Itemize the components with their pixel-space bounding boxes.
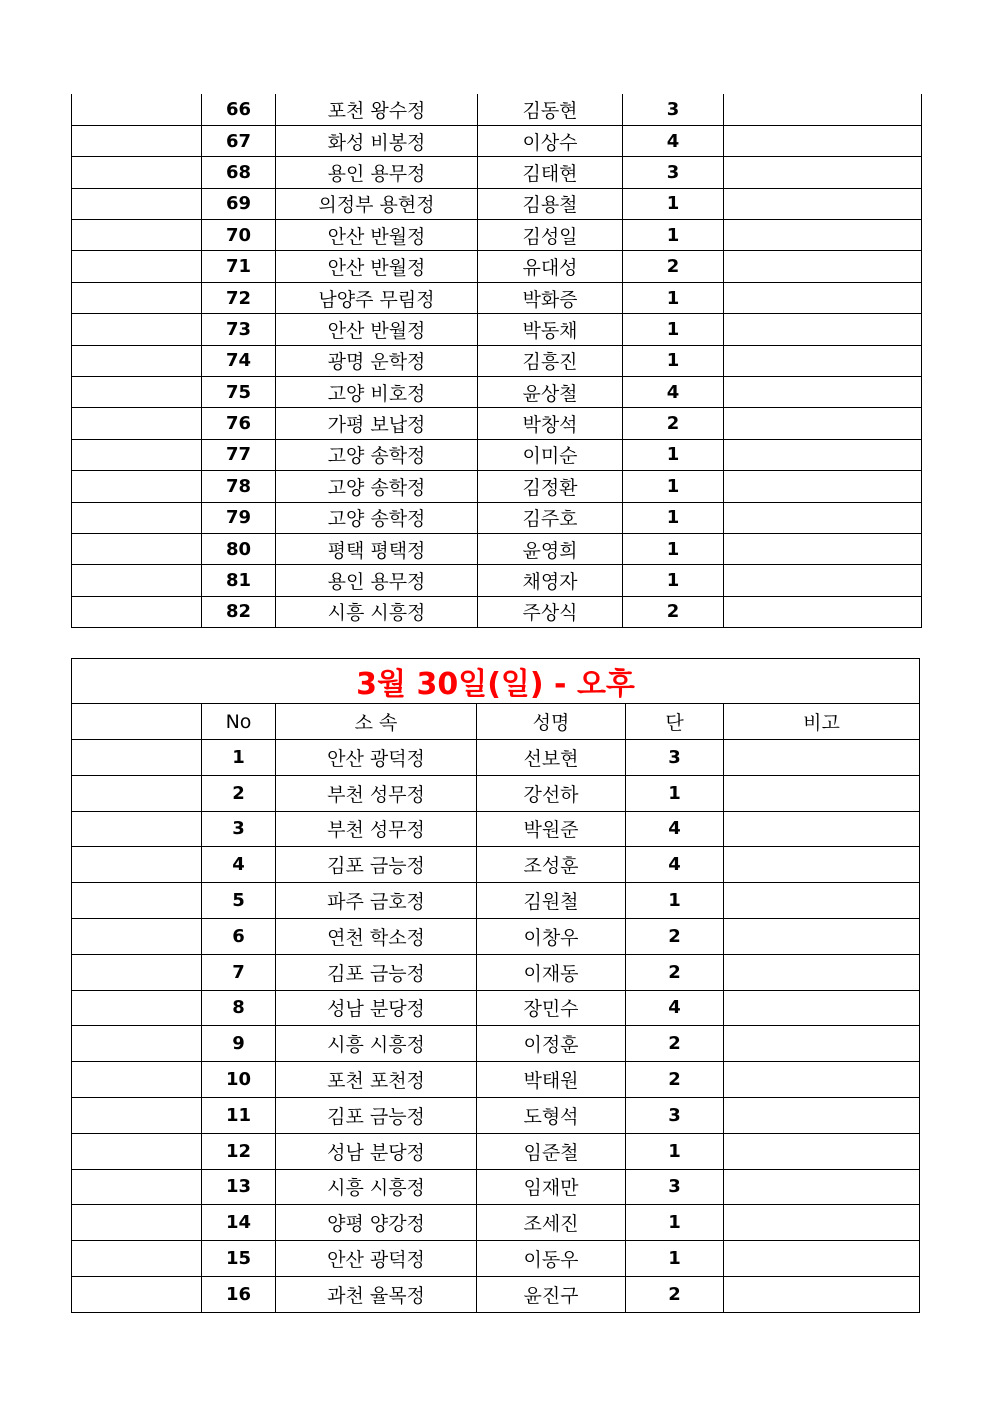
- cell-dan: 1: [623, 533, 724, 564]
- cell-blank: [72, 1169, 202, 1205]
- cell-dan: 1: [623, 282, 724, 313]
- cell-name: 조세진: [477, 1205, 626, 1241]
- cell-note: [724, 188, 922, 219]
- cell-club: 부천 성무정: [276, 811, 477, 847]
- cell-club: 용인 용무정: [276, 157, 478, 188]
- cell-name: 장민수: [477, 990, 626, 1026]
- table-row: [72, 220, 922, 251]
- cell-blank: [72, 565, 202, 596]
- cell-dan: 1: [626, 883, 724, 919]
- cell-dan: 3: [626, 1097, 724, 1133]
- cell-note: [724, 1133, 920, 1169]
- cell-dan: 1: [626, 775, 724, 811]
- session-title: 3월 30일(일) - 오후: [72, 659, 920, 704]
- cell-note: [724, 740, 920, 776]
- cell-club: 시흥 시흥정: [276, 596, 478, 627]
- cell-blank: [72, 377, 202, 408]
- cell-name: 선보현: [477, 740, 626, 776]
- table-row: [72, 314, 922, 345]
- cell-club: 안산 광덕정: [276, 1241, 477, 1277]
- cell-name: 박화증: [478, 282, 623, 313]
- cell-no: 70: [202, 220, 276, 251]
- cell-name: 조성훈: [477, 847, 626, 883]
- cell-blank: [72, 188, 202, 219]
- cell-name: 김성일: [478, 220, 623, 251]
- cell-club: 포천 포천정: [276, 1062, 477, 1098]
- cell-dan: 3: [623, 94, 724, 125]
- table-row: [72, 740, 920, 776]
- header-blank: [72, 704, 202, 740]
- cell-dan: 2: [626, 954, 724, 990]
- cell-note: [724, 596, 922, 627]
- table-row: [72, 565, 922, 596]
- cell-note: [724, 408, 922, 439]
- table-row: [72, 990, 920, 1026]
- header-name: 성명: [477, 704, 626, 740]
- table-row: [72, 345, 922, 376]
- cell-no: 77: [202, 439, 276, 470]
- cell-no: 76: [202, 408, 276, 439]
- cell-club: 안산 반월정: [276, 220, 478, 251]
- cell-dan: 1: [623, 314, 724, 345]
- cell-dan: 1: [623, 345, 724, 376]
- cell-no: 3: [202, 811, 276, 847]
- cell-blank: [72, 990, 202, 1026]
- cell-note: [724, 377, 922, 408]
- cell-dan: 1: [623, 471, 724, 502]
- table-row: [72, 282, 922, 313]
- cell-dan: 1: [626, 1133, 724, 1169]
- table-row: [72, 251, 922, 282]
- cell-name: 유대성: [478, 251, 623, 282]
- cell-blank: [72, 471, 202, 502]
- cell-dan: 2: [626, 1026, 724, 1062]
- cell-name: 김정환: [478, 471, 623, 502]
- cell-club: 김포 금능정: [276, 1097, 477, 1133]
- cell-no: 11: [202, 1097, 276, 1133]
- cell-name: 주상식: [478, 596, 623, 627]
- cell-dan: 2: [626, 1276, 724, 1312]
- cell-club: 김포 금능정: [276, 954, 477, 990]
- session-title-row: [72, 659, 920, 704]
- cell-dan: 1: [626, 1205, 724, 1241]
- cell-note: [724, 1062, 920, 1098]
- cell-dan: 2: [623, 251, 724, 282]
- cell-dan: 1: [626, 1241, 724, 1277]
- cell-no: 14: [202, 1205, 276, 1241]
- cell-note: [724, 1097, 920, 1133]
- table-row: [72, 408, 922, 439]
- table-row: [72, 1169, 920, 1205]
- cell-club: 연천 학소정: [276, 918, 477, 954]
- cell-blank: [72, 1205, 202, 1241]
- cell-dan: 2: [626, 1062, 724, 1098]
- cell-club: 성남 분당정: [276, 990, 477, 1026]
- header-note: 비고: [724, 704, 920, 740]
- cell-blank: [72, 1097, 202, 1133]
- cell-no: 13: [202, 1169, 276, 1205]
- cell-name: 박동채: [478, 314, 623, 345]
- results-table-continued: [71, 94, 922, 628]
- cell-dan: 1: [623, 220, 724, 251]
- cell-name: 김용철: [478, 188, 623, 219]
- table-row: [72, 775, 920, 811]
- header-row: [72, 704, 920, 740]
- cell-dan: 2: [623, 596, 724, 627]
- cell-name: 윤진구: [477, 1276, 626, 1312]
- cell-blank: [72, 775, 202, 811]
- cell-blank: [72, 533, 202, 564]
- cell-no: 66: [202, 94, 276, 125]
- header-no: No: [202, 704, 276, 740]
- cell-name: 이창우: [477, 918, 626, 954]
- cell-no: 79: [202, 502, 276, 533]
- cell-dan: 4: [626, 811, 724, 847]
- cell-club: 고양 송학정: [276, 439, 478, 470]
- cell-dan: 1: [623, 565, 724, 596]
- table-row: [72, 439, 922, 470]
- cell-dan: 4: [626, 990, 724, 1026]
- cell-dan: 4: [623, 377, 724, 408]
- cell-dan: 3: [626, 1169, 724, 1205]
- cell-no: 73: [202, 314, 276, 345]
- cell-no: 2: [202, 775, 276, 811]
- cell-blank: [72, 596, 202, 627]
- table-row: [72, 188, 922, 219]
- cell-name: 도형석: [477, 1097, 626, 1133]
- cell-club: 의정부 용현정: [276, 188, 478, 219]
- cell-note: [724, 1276, 920, 1312]
- cell-blank: [72, 94, 202, 125]
- cell-name: 김원철: [477, 883, 626, 919]
- table-row: [72, 502, 922, 533]
- cell-note: [724, 471, 922, 502]
- cell-note: [724, 314, 922, 345]
- table-row: [72, 811, 920, 847]
- cell-no: 16: [202, 1276, 276, 1312]
- cell-note: [724, 94, 922, 125]
- cell-no: 68: [202, 157, 276, 188]
- cell-name: 이미순: [478, 439, 623, 470]
- cell-no: 1: [202, 740, 276, 776]
- cell-no: 10: [202, 1062, 276, 1098]
- cell-no: 82: [202, 596, 276, 627]
- cell-blank: [72, 883, 202, 919]
- cell-no: 75: [202, 377, 276, 408]
- table-row: [72, 377, 922, 408]
- cell-note: [724, 1241, 920, 1277]
- table-row: [72, 1241, 920, 1277]
- cell-club: 고양 송학정: [276, 502, 478, 533]
- cell-blank: [72, 439, 202, 470]
- cell-note: [724, 251, 922, 282]
- table-row: [72, 94, 922, 125]
- cell-note: [724, 220, 922, 251]
- cell-blank: [72, 740, 202, 776]
- cell-dan: 2: [626, 918, 724, 954]
- cell-dan: 1: [623, 502, 724, 533]
- cell-name: 박창석: [478, 408, 623, 439]
- cell-club: 성남 분당정: [276, 1133, 477, 1169]
- cell-dan: 1: [623, 188, 724, 219]
- cell-club: 부천 성무정: [276, 775, 477, 811]
- cell-no: 78: [202, 471, 276, 502]
- table-row: [72, 918, 920, 954]
- table-row: [72, 157, 922, 188]
- cell-note: [724, 883, 920, 919]
- cell-name: 이상수: [478, 125, 623, 156]
- cell-blank: [72, 1026, 202, 1062]
- cell-club: 양평 양강정: [276, 1205, 477, 1241]
- table-row: [72, 1205, 920, 1241]
- table-row: [72, 1097, 920, 1133]
- cell-no: 71: [202, 251, 276, 282]
- table1-body: [72, 94, 922, 628]
- cell-no: 8: [202, 990, 276, 1026]
- cell-name: 김흥진: [478, 345, 623, 376]
- cell-name: 박원준: [477, 811, 626, 847]
- table-row: [72, 533, 922, 564]
- cell-club: 남양주 무림정: [276, 282, 478, 313]
- cell-club: 평택 평택정: [276, 533, 478, 564]
- cell-note: [724, 502, 922, 533]
- cell-club: 가평 보납정: [276, 408, 478, 439]
- cell-note: [724, 125, 922, 156]
- table-row: [72, 471, 922, 502]
- cell-note: [724, 811, 920, 847]
- cell-note: [724, 1205, 920, 1241]
- cell-note: [724, 157, 922, 188]
- table-row: [72, 596, 922, 627]
- cell-blank: [72, 125, 202, 156]
- cell-blank: [72, 1062, 202, 1098]
- cell-club: 파주 금호정: [276, 883, 477, 919]
- header-club: 소 속: [276, 704, 477, 740]
- cell-note: [724, 1026, 920, 1062]
- cell-club: 안산 반월정: [276, 314, 478, 345]
- cell-dan: 2: [623, 408, 724, 439]
- cell-name: 이정훈: [477, 1026, 626, 1062]
- cell-club: 포천 왕수정: [276, 94, 478, 125]
- table-row: [72, 1062, 920, 1098]
- table-row: [72, 125, 922, 156]
- cell-note: [724, 533, 922, 564]
- cell-no: 6: [202, 918, 276, 954]
- table-row: [72, 1276, 920, 1312]
- cell-name: 임준철: [477, 1133, 626, 1169]
- cell-blank: [72, 502, 202, 533]
- cell-blank: [72, 314, 202, 345]
- cell-name: 채영자: [478, 565, 623, 596]
- cell-club: 과천 율목정: [276, 1276, 477, 1312]
- cell-name: 이재동: [477, 954, 626, 990]
- cell-no: 9: [202, 1026, 276, 1062]
- cell-blank: [72, 918, 202, 954]
- cell-name: 김동현: [478, 94, 623, 125]
- table2-body: [72, 659, 920, 1313]
- cell-blank: [72, 954, 202, 990]
- cell-no: 5: [202, 883, 276, 919]
- cell-blank: [72, 1276, 202, 1312]
- cell-club: 광명 운학정: [276, 345, 478, 376]
- cell-note: [724, 439, 922, 470]
- cell-dan: 3: [626, 740, 724, 776]
- cell-club: 화성 비봉정: [276, 125, 478, 156]
- cell-blank: [72, 345, 202, 376]
- cell-club: 안산 반월정: [276, 251, 478, 282]
- cell-club: 안산 광덕정: [276, 740, 477, 776]
- cell-blank: [72, 282, 202, 313]
- cell-club: 시흥 시흥정: [276, 1169, 477, 1205]
- cell-no: 74: [202, 345, 276, 376]
- cell-name: 임재만: [477, 1169, 626, 1205]
- cell-dan: 3: [623, 157, 724, 188]
- cell-no: 12: [202, 1133, 276, 1169]
- cell-name: 윤영희: [478, 533, 623, 564]
- table-row: [72, 1133, 920, 1169]
- cell-no: 15: [202, 1241, 276, 1277]
- cell-blank: [72, 220, 202, 251]
- table-row: [72, 847, 920, 883]
- results-table-afternoon: [71, 658, 920, 1313]
- header-dan: 단: [626, 704, 724, 740]
- cell-note: [724, 565, 922, 596]
- cell-no: 7: [202, 954, 276, 990]
- cell-no: 69: [202, 188, 276, 219]
- cell-note: [724, 990, 920, 1026]
- table-row: [72, 883, 920, 919]
- cell-no: 80: [202, 533, 276, 564]
- cell-club: 고양 송학정: [276, 471, 478, 502]
- cell-no: 67: [202, 125, 276, 156]
- cell-note: [724, 1169, 920, 1205]
- cell-name: 김태현: [478, 157, 623, 188]
- cell-no: 81: [202, 565, 276, 596]
- table-row: [72, 954, 920, 990]
- cell-note: [724, 345, 922, 376]
- cell-note: [724, 918, 920, 954]
- cell-dan: 4: [623, 125, 724, 156]
- cell-note: [724, 282, 922, 313]
- cell-note: [724, 775, 920, 811]
- table-row: [72, 1026, 920, 1062]
- cell-blank: [72, 157, 202, 188]
- cell-name: 강선하: [477, 775, 626, 811]
- cell-no: 72: [202, 282, 276, 313]
- cell-no: 4: [202, 847, 276, 883]
- cell-blank: [72, 1133, 202, 1169]
- cell-blank: [72, 811, 202, 847]
- cell-note: [724, 847, 920, 883]
- cell-blank: [72, 408, 202, 439]
- cell-club: 용인 용무정: [276, 565, 478, 596]
- cell-note: [724, 954, 920, 990]
- cell-name: 박태원: [477, 1062, 626, 1098]
- cell-name: 윤상철: [478, 377, 623, 408]
- cell-club: 고양 비호정: [276, 377, 478, 408]
- cell-blank: [72, 251, 202, 282]
- cell-dan: 1: [623, 439, 724, 470]
- cell-blank: [72, 1241, 202, 1277]
- cell-club: 시흥 시흥정: [276, 1026, 477, 1062]
- cell-name: 김주호: [478, 502, 623, 533]
- cell-name: 이동우: [477, 1241, 626, 1277]
- cell-club: 김포 금능정: [276, 847, 477, 883]
- cell-blank: [72, 847, 202, 883]
- cell-dan: 4: [626, 847, 724, 883]
